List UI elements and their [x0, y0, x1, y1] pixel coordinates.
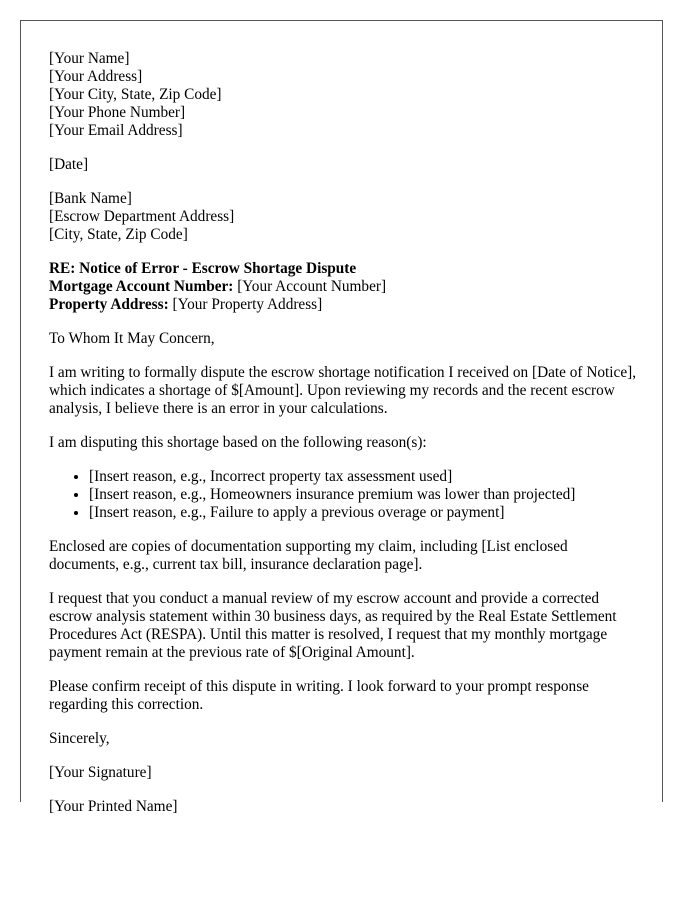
property-address-line	[49, 296, 639, 314]
reason-item: • [Insert reason, e.g., Homeowners insurance premium was lower than projected]	[89, 486, 639, 504]
printed-name: [Your Printed Name]	[49, 798, 178, 815]
letter-page	[20, 20, 663, 815]
reasons-intro-paragraph: I am disputing this shortage based on the following reason(s):	[49, 434, 427, 451]
confirm-paragraph: Please confirm receipt of this dispute in writing. I look forward to your prompt response regarding this correction.	[49, 678, 589, 713]
reason-item: • [Insert reason, e.g., Incorrect property tax assessment used]	[89, 468, 639, 486]
subject-block	[49, 260, 639, 314]
closing: Sincerely,	[49, 730, 110, 747]
sender-email: [Your Email Address]	[49, 122, 183, 139]
sender-city-state-zip: [Your City, State, Zip Code]	[49, 86, 222, 103]
property-address-value: [Your Property Address]	[168, 296, 323, 313]
sender-block	[49, 50, 639, 140]
recipient-block	[49, 190, 639, 244]
reasons-list	[49, 468, 639, 522]
recipient-city-state-zip: [City, State, Zip Code]	[49, 226, 188, 243]
subject-re-line: RE: Notice of Error - Escrow Shortage Dispute	[49, 260, 357, 277]
salutation: To Whom It May Concern,	[49, 330, 215, 347]
sender-phone: [Your Phone Number]	[49, 104, 186, 121]
letter-body	[49, 50, 639, 832]
request-paragraph: I request that you conduct a manual review of my escrow account and provide a corrected escrow analysis statement within 30 business days, as required by the Real Estate Settlement Procedures Act (RESPA). Until this matter is resolved, I request that my monthly mortgage payment remain at the previous rate of $[Original Amount].	[49, 590, 617, 661]
date-block	[49, 156, 639, 174]
enclosed-paragraph: Enclosed are copies of documentation supporting my claim, including [List enclosed documents, e.g., current tax bill, insurance declaration page].	[49, 538, 568, 573]
recipient-department-address: [Escrow Department Address]	[49, 208, 235, 225]
property-address-label: Property Address:	[49, 296, 169, 313]
intro-paragraph: I am writing to formally dispute the escrow shortage notification I received on [Date of Notice], which indicates a shortage of $[Amount]. Upon reviewing my records and the recent escrow analysis, I believe there is an error in your calculations.	[49, 364, 637, 417]
account-number-label: Mortgage Account Number:	[49, 278, 234, 295]
sender-name: [Your Name]	[49, 50, 130, 67]
letter-date: [Date]	[49, 156, 89, 173]
account-number-line	[49, 278, 639, 296]
recipient-bank-name: [Bank Name]	[49, 190, 132, 207]
signature: [Your Signature]	[49, 764, 152, 781]
reason-item: • [Insert reason, e.g., Failure to apply a previous overage or payment]	[89, 504, 639, 522]
account-number-value: [Your Account Number]	[233, 278, 387, 295]
sender-address: [Your Address]	[49, 68, 143, 85]
